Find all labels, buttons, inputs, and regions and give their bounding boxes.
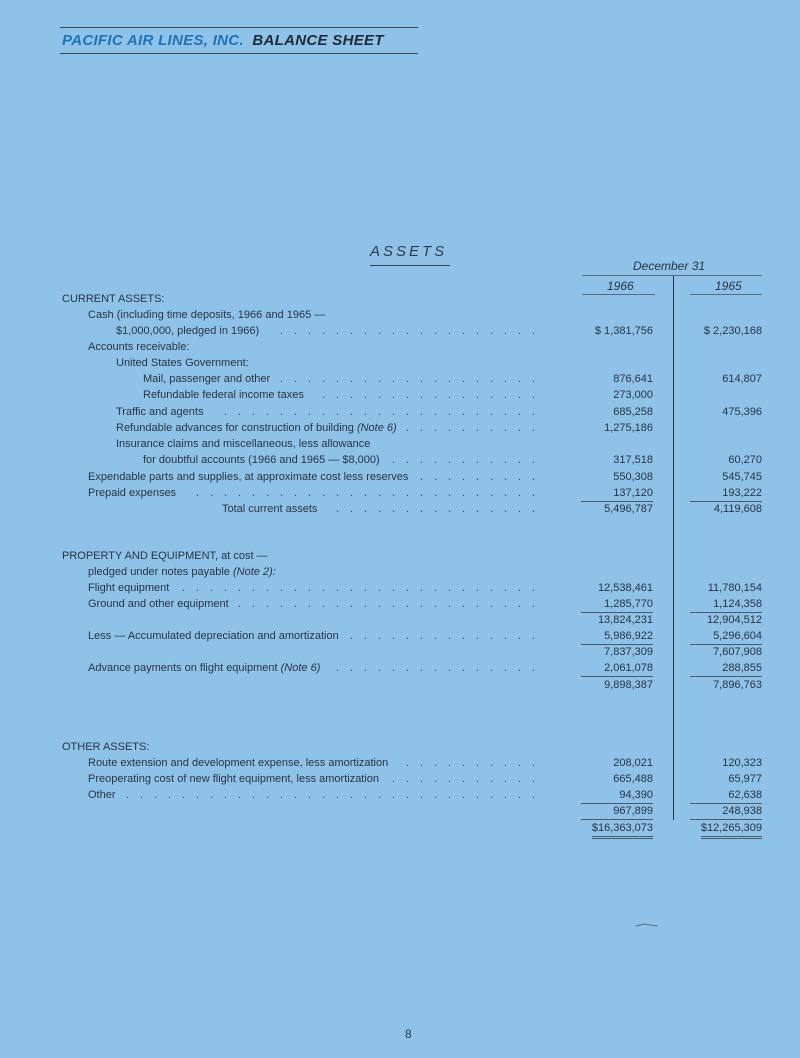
row-label: Prepaid expenses <box>88 487 177 499</box>
row-label: Other <box>88 789 116 801</box>
row-note: (Note 6) <box>280 662 321 674</box>
table-row <box>0 355 800 371</box>
table-row: Other . . . . . . . . . . . . . . . . . . . . . . . . . . . . . . 94,390 62,638 <box>0 787 800 803</box>
value-1966: 550,308 <box>613 471 653 483</box>
table-row: Expendable parts and supplies, at approximate cost less reserves . . . . . . . . . 550,308 545,745 <box>88 471 762 483</box>
table-row: Less — Accumulated depreciation and amortization . . . . . . . . . . . . . . 5,986,922 5,296,604 <box>0 628 800 644</box>
value-1966: 967,899 <box>581 803 653 820</box>
table-row: Refundable federal income taxes . . . . . . . . . . . . . . . . 273,000 <box>143 389 653 401</box>
value-1965: 120,323 <box>722 757 762 769</box>
row-label: Expendable parts and supplies, at approximate cost less reserves <box>88 471 409 483</box>
value-1965: 614,807 <box>722 373 762 385</box>
section-title-underline <box>370 265 450 266</box>
row-label: Less — Accumulated depreciation and amortization <box>88 630 339 642</box>
row-label: United States Government: <box>116 357 249 369</box>
table-row: $1,000,000, pledged in 1966) . . . . . . . . . . . . . . . . . . . $ 1,381,756 $ 2,230,168 <box>116 325 762 337</box>
row-label: Advance payments on flight equipment (Note 6) <box>88 662 321 674</box>
value-1965: 65,977 <box>728 773 762 785</box>
column-header-1966: 1966 <box>607 279 634 293</box>
table-row <box>0 436 800 452</box>
value-1966: 685,258 <box>613 406 653 418</box>
table-row: Prepaid expenses . . . . . . . . . . . . . . . . . . . . . . . . . 137,120 193,222 <box>0 485 800 501</box>
row-label: Preoperating cost of new flight equipment, less amortization <box>88 773 380 785</box>
value-1965: 248,938 <box>690 803 762 820</box>
value-1965: 11,780,154 <box>707 582 762 594</box>
row-label: Cash (including time deposits, 1966 and 1965 — <box>88 309 326 321</box>
row-label: OTHER ASSETS: <box>62 741 150 753</box>
table-row <box>0 677 800 693</box>
value-1965: 62,638 <box>690 787 762 804</box>
company-name: PACIFIC AIR LINES, INC. <box>62 32 244 49</box>
value-1965: 288,855 <box>690 660 762 677</box>
row-label: Mail, passenger and other <box>143 373 271 385</box>
value-1966: 137,120 <box>581 485 653 502</box>
value-1965: 12,904,512 <box>706 614 762 626</box>
row-label: PROPERTY AND EQUIPMENT, at cost — <box>62 550 268 562</box>
value-1966: $ 1,381,756 <box>594 325 653 337</box>
row-label: Flight equipment <box>88 582 170 594</box>
table-row: Traffic and agents . . . . . . . . . . . . . . . . . . . . . . . 685,258 475,396 <box>116 406 762 418</box>
header-rule-top <box>60 27 418 28</box>
row-label: Insurance claims and miscellaneous, less allowance <box>116 438 371 450</box>
value-1966: 273,000 <box>613 389 653 401</box>
table-row <box>0 803 800 819</box>
table-row <box>0 612 800 628</box>
row-label: Refundable federal income taxes <box>143 389 304 401</box>
row-label: for doubtful accounts (1966 and 1965 — $8,000) <box>143 454 380 466</box>
value-1966: 1,275,186 <box>604 422 653 434</box>
value-1966: 876,641 <box>613 373 653 385</box>
table-row <box>0 291 800 307</box>
column-group-rule <box>582 275 762 276</box>
page-number: 8 <box>405 1027 412 1041</box>
table-row <box>0 548 800 564</box>
value-1965: 545,745 <box>722 471 762 483</box>
column-header-1965: 1965 <box>715 279 742 293</box>
column-group-header: December 31 <box>633 259 706 273</box>
row-label: $1,000,000, pledged in 1966) <box>116 325 260 337</box>
table-row: Flight equipment . . . . . . . . . . . . . . . . . . . . . . . . . . 12,538,461 11,780,154 <box>88 582 762 594</box>
section-title: ASSETS <box>370 243 448 260</box>
table-row: Ground and other equipment . . . . . . . . . . . . . . . . . . . . . . 1,285,770 1,124,358 <box>0 596 800 612</box>
table-row: Preoperating cost of new flight equipment, less amortization . . . . . . . . . . . 665,488 65,977 <box>88 773 762 785</box>
value-1965: 60,270 <box>728 454 762 466</box>
table-row <box>0 564 800 580</box>
value-1965: 475,396 <box>722 406 762 418</box>
value-1966: 12,538,461 <box>597 582 653 594</box>
table-row: Mail, passenger and other . . . . . . . . . . . . . . . . . . . 876,641 614,807 <box>143 373 762 385</box>
table-row <box>0 307 800 323</box>
value-1966: 665,488 <box>613 773 653 785</box>
row-label: CURRENT ASSETS: <box>62 293 165 305</box>
row-label: Refundable advances for construction of building (Note 6) <box>116 422 397 434</box>
document-title: BALANCE SHEET <box>252 32 384 49</box>
value-1966: 13,824,231 <box>597 614 653 626</box>
paper-blemish <box>636 923 658 927</box>
table-row: for doubtful accounts (1966 and 1965 — $8,000) . . . . . . . . . . . 317,518 60,270 <box>143 454 762 466</box>
value-1966: 5,496,787 <box>604 503 653 515</box>
row-label: Total current assets <box>222 503 318 515</box>
value-1966: 1,285,770 <box>581 596 653 613</box>
value-1966: 9,898,387 <box>604 679 653 691</box>
row-label: Traffic and agents <box>116 406 204 418</box>
table-row: Refundable advances for construction of building (Note 6) . . . . . . . . . . 1,275,186 <box>116 422 653 434</box>
table-row: Total current assets . . . . . . . . . . . . . . . 5,496,787 4,119,608 <box>222 503 762 515</box>
table-row: Advance payments on flight equipment (Note 6) . . . . . . . . . . . . . . . 2,061,078 288,855 <box>0 660 800 676</box>
value-1966: 208,021 <box>613 757 653 769</box>
value-1966: 2,061,078 <box>581 660 653 677</box>
row-label: Accounts receivable: <box>88 341 190 353</box>
table-row <box>0 820 800 836</box>
value-1965: 193,222 <box>690 485 762 502</box>
value-1966: 5,986,922 <box>581 628 653 645</box>
value-1966: 317,518 <box>613 454 653 466</box>
row-label: Ground and other equipment <box>88 598 229 610</box>
value-1965: 5,296,604 <box>690 628 762 645</box>
table-row: Route extension and development expense, less amortization . . . . . . . . . . 208,021 120,323 <box>88 757 762 769</box>
value-1966: 7,837,309 <box>604 646 653 658</box>
table-row <box>0 339 800 355</box>
value-1965: 4,119,608 <box>713 503 762 515</box>
value-1965: 7,896,763 <box>713 679 762 691</box>
value-1966: 94,390 <box>581 787 653 804</box>
value-1965: 7,607,908 <box>713 646 762 658</box>
row-label: pledged under notes payable (Note 2): <box>88 566 276 578</box>
row-note: (Note 6) <box>356 422 397 434</box>
row-note: (Note 2): <box>232 566 276 578</box>
table-row <box>0 739 800 755</box>
value-1966: $16,363,073 <box>592 820 653 839</box>
value-1965: $ 2,230,168 <box>703 325 762 337</box>
page-header <box>62 32 384 49</box>
table-row <box>0 644 800 660</box>
value-1965: $12,265,309 <box>701 820 762 839</box>
row-label: Route extension and development expense, less amortization <box>88 757 389 769</box>
header-rule-bottom <box>60 53 418 54</box>
value-1965: 1,124,358 <box>690 596 762 613</box>
